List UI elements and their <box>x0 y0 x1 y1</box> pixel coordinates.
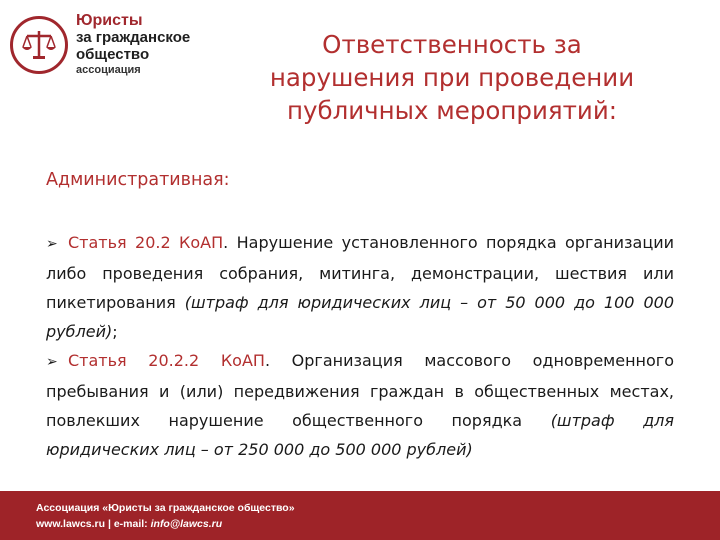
logo-emblem <box>10 16 68 74</box>
logo <box>10 12 220 82</box>
title-line-2: нарушения при проведении <box>269 63 635 92</box>
logo-line-1: Юристы <box>76 12 143 29</box>
arrow-bullet-icon: ➢ <box>46 236 58 252</box>
logo-line-2: за гражданское <box>76 29 191 46</box>
article-reference: Статья 20.2 КоАП <box>68 233 224 252</box>
footer-bar <box>0 491 720 540</box>
article-description: . Нарушение установленного порядка организации либо проведения собрания, митинга, демонстрации, шествия или пикетирования <box>46 233 675 312</box>
penalty-text: (штраф для юридических лиц – от 250 000 до 500 000 рублей) <box>46 411 675 459</box>
title-line-3: публичных мероприятий: <box>286 96 618 125</box>
footer-org: Ассоциация «Юристы за гражданское общество» <box>36 502 295 514</box>
article-reference: Статья 20.2.2 КоАП <box>68 351 265 370</box>
page-title <box>222 28 682 127</box>
logo-text <box>76 12 190 78</box>
item-tail: ; <box>112 322 118 341</box>
logo-line-4: ассоциация <box>76 64 141 76</box>
footer-contacts <box>36 518 222 530</box>
logo-line-3: общество <box>76 46 150 63</box>
footer-website-link[interactable]: www.lawcs.ru <box>36 518 106 530</box>
list-item <box>46 228 674 346</box>
list-item <box>46 346 674 464</box>
article-description: . Организация массового одновременного пребывания и (или) передвижения граждан в общественных местах, повлекших нарушение общественного порядка <box>46 351 674 430</box>
arrow-bullet-icon: ➢ <box>46 354 58 370</box>
content-list <box>46 228 674 464</box>
section-subtitle: Административная: <box>46 170 230 190</box>
scales-of-justice-icon <box>21 27 57 63</box>
footer-separator: | e-mail: <box>105 518 151 530</box>
footer-email-link[interactable]: info@lawcs.ru <box>150 518 223 530</box>
penalty-text: (штраф для юридических лиц – от 50 000 до 100 000 рублей) <box>46 293 674 341</box>
title-line-1: Ответственность за <box>322 30 582 59</box>
